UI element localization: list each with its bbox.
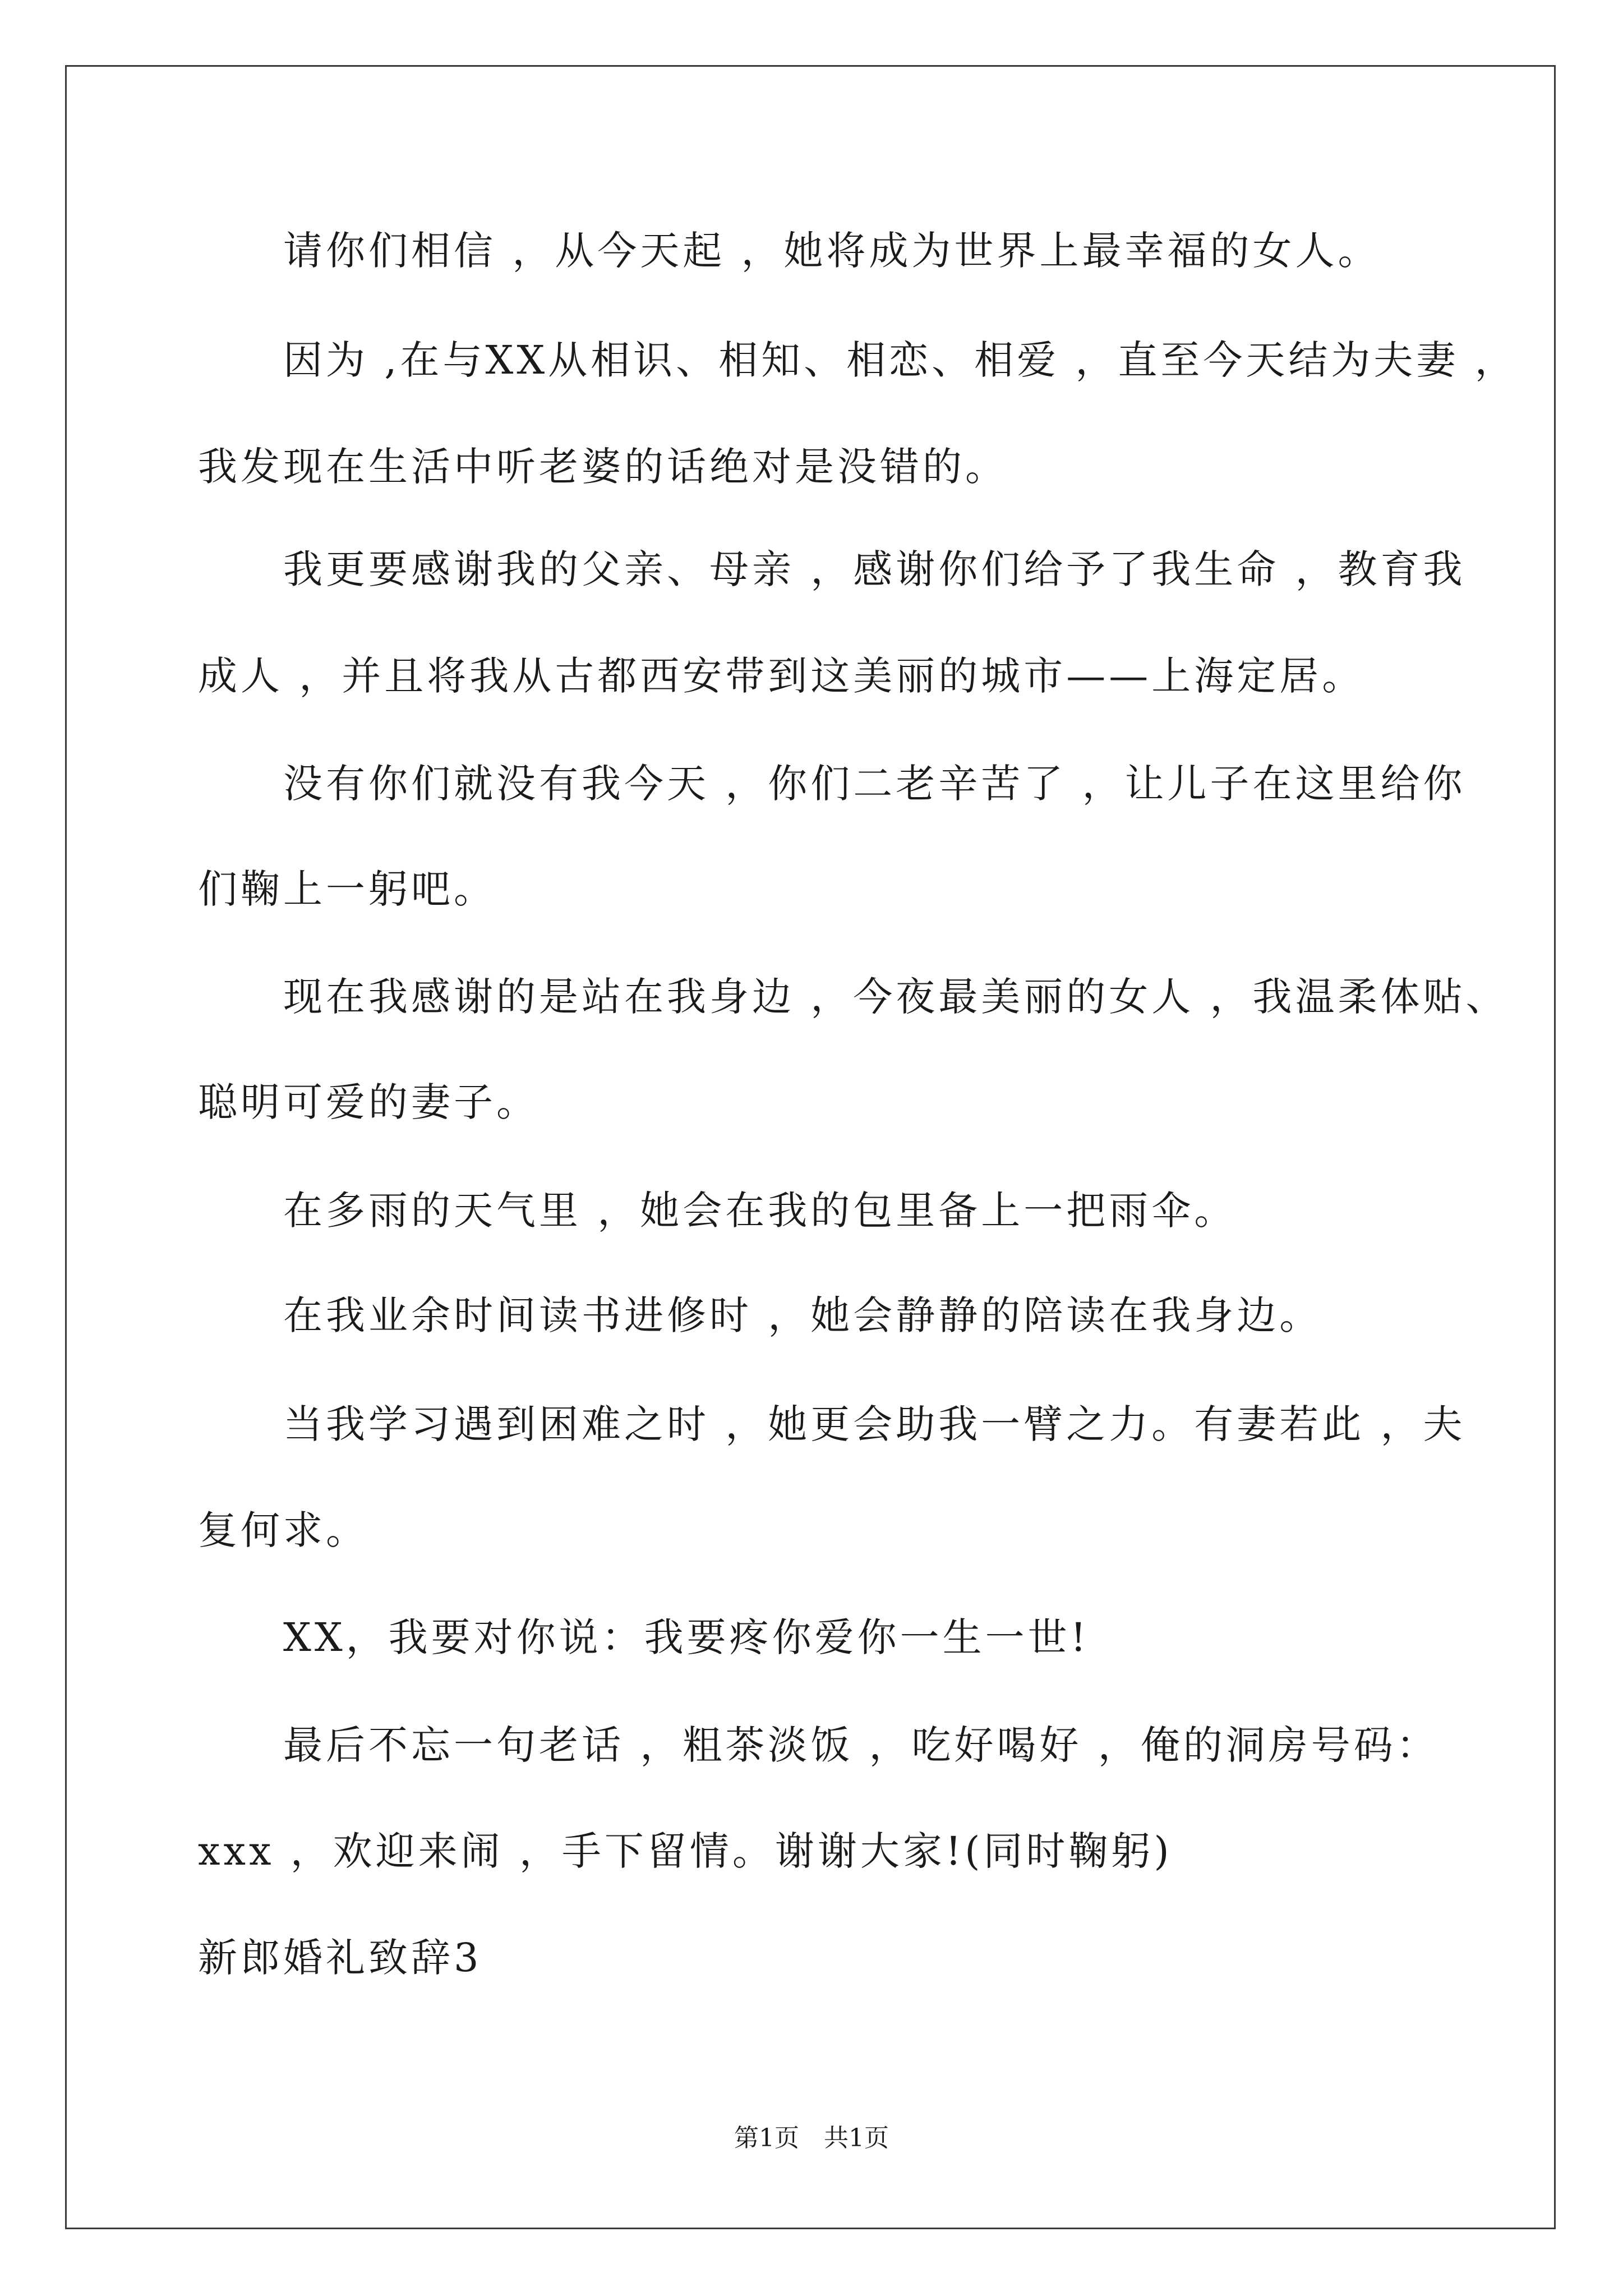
paragraph-line: 当我学习遇到困难之时 ，她更会助我一臂之力。有妻若此 ，夫: [283, 1401, 1466, 1447]
paragraph-line: 聪明可爱的妻子。: [198, 1079, 539, 1125]
page-number-footer: 第1页 共1页: [734, 2124, 889, 2152]
paragraph-line: xxx ，欢迎来闹 ，手下留情。谢谢大家!(同时鞠躬): [198, 1828, 1173, 1874]
paragraph-line: 成人 ，并且将我从古都西安带到这美丽的城市——上海定居。: [198, 653, 1365, 699]
section-heading: 新郎婚礼致辞3: [198, 1935, 482, 1981]
paragraph-line: 复何求。: [198, 1507, 368, 1553]
paragraph-line: 我更要感谢我的父亲、母亲 ，感谢你们给予了我生命 ，教育我: [283, 546, 1466, 592]
paragraph-line: 没有你们就没有我今天 ，你们二老辛苦了 ，让儿子在这里给你: [283, 761, 1466, 807]
paragraph-line: 我发现在生活中听老婆的话绝对是没错的。: [198, 444, 1008, 490]
paragraph-line: XX，我要对你说：我要疼你爱你一生一世!: [283, 1614, 1090, 1660]
paragraph-line: 在我业余时间读书进修时 ，她会静静的陪读在我身边。: [283, 1292, 1322, 1338]
page-border: [65, 65, 1556, 2229]
paragraph-line: 现在我感谢的是站在我身边 ，今夜最美丽的女人 ，我温柔体贴、: [283, 974, 1509, 1020]
paragraph-line: 在多雨的天气里 ，她会在我的包里备上一把雨伞。: [283, 1188, 1237, 1234]
paragraph-line: 因为 ,在与XX从相识、相知、相恋、相爱 ，直至今天结为夫妻 ，: [283, 337, 1518, 383]
paragraph-line: 们鞠上一躬吧。: [198, 866, 496, 912]
paragraph-line: 请你们相信 ，从今天起 ，她将成为世界上最幸福的女人。: [283, 228, 1381, 274]
paragraph-line: 最后不忘一句老话 ，粗茶淡饭 ，吃好喝好 ，俺的洞房号码：: [283, 1722, 1439, 1768]
